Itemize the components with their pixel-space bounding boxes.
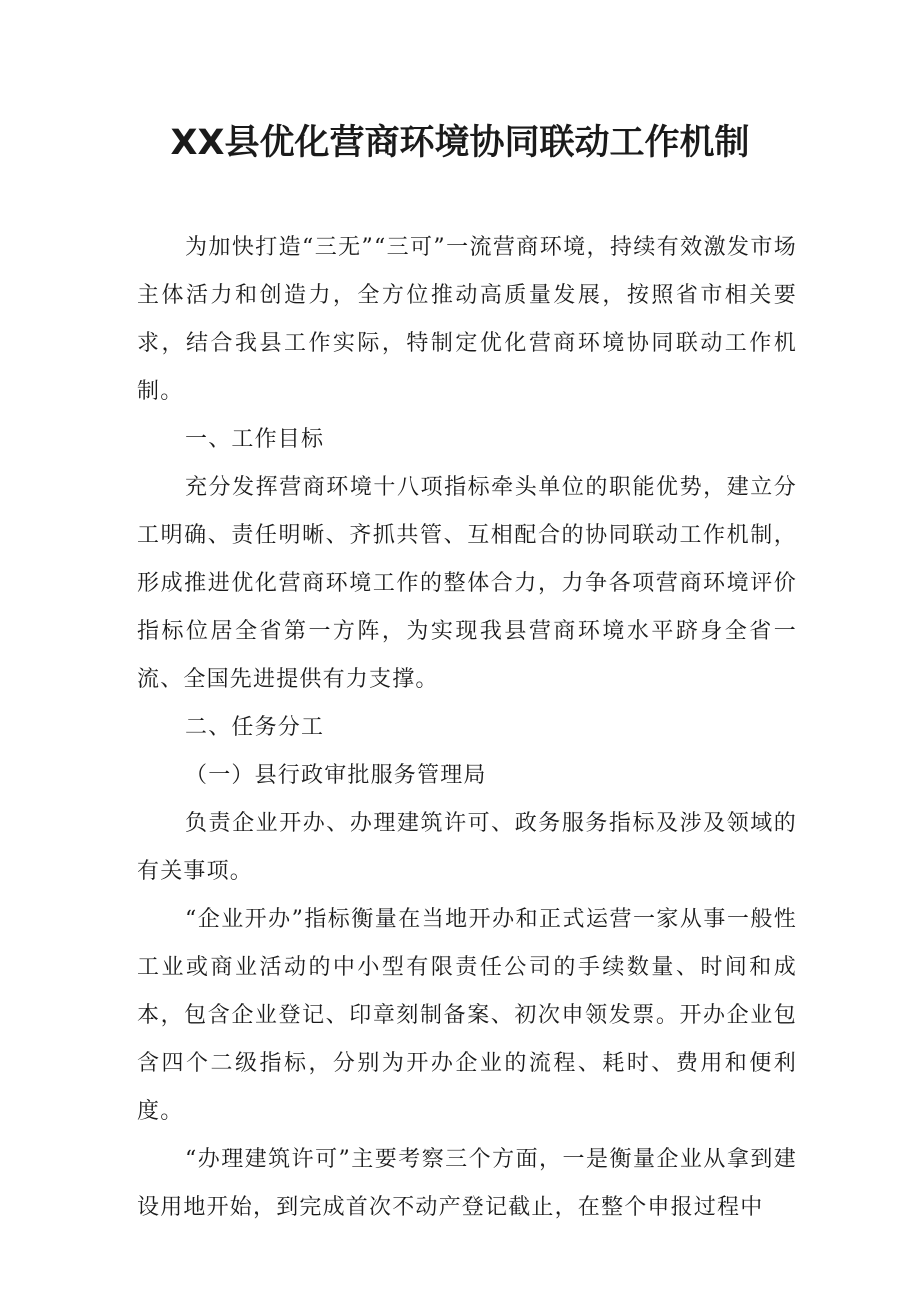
document-title: XX县优化营商环境协同联动工作机制	[170, 123, 750, 163]
paragraph-intro: 为加快打造“三无”“三可”一流营商环境，持续有效激发市场主体活力和创造力，全方位推动高质量发展，按照省市相关要求，结合我县工作实际，特制定优化营商环境协同联动工作机制。	[137, 235, 797, 404]
paragraph-enterprise-startup: “企业开办”指标衡量在当地开办和正式运营一家从事一般性工业或商业活动的中小型有限责任公司的手续数量、时间和成本，包含企业登记、印章刻制备案、初次申领发票。开办企业包含四个二级指标，分别为开办企业的流程、耗时、费用和便利度。	[137, 907, 797, 1124]
paragraph-work-goal: 充分发挥营商环境十八项指标牵头单位的职能优势，建立分工明确、责任明晰、齐抓共管、互相配合的协同联动工作机制，形成推进优化营商环境工作的整体合力，力争各项营商环境评价指标位居全省第一方阵，为实现我县营商环境水平跻身全省一流、全国先进提供有力支撑。	[137, 475, 797, 692]
document-body	[137, 224, 797, 1232]
heading-task-division: 二、任务分工	[185, 715, 325, 740]
paragraph-building-permit: “办理建筑许可”主要考察三个方面，一是衡量企业从拿到建设用地开始，到完成首次不动产登记截止，在整个申报过程中	[137, 1147, 797, 1220]
paragraph-bureau-duties: 负责企业开办、办理建筑许可、政务服务指标及涉及领域的有关事项。	[137, 811, 797, 884]
heading-work-goal: 一、工作目标	[185, 427, 325, 452]
subheading-approval-bureau: （一）县行政审批服务管理局	[185, 763, 487, 788]
